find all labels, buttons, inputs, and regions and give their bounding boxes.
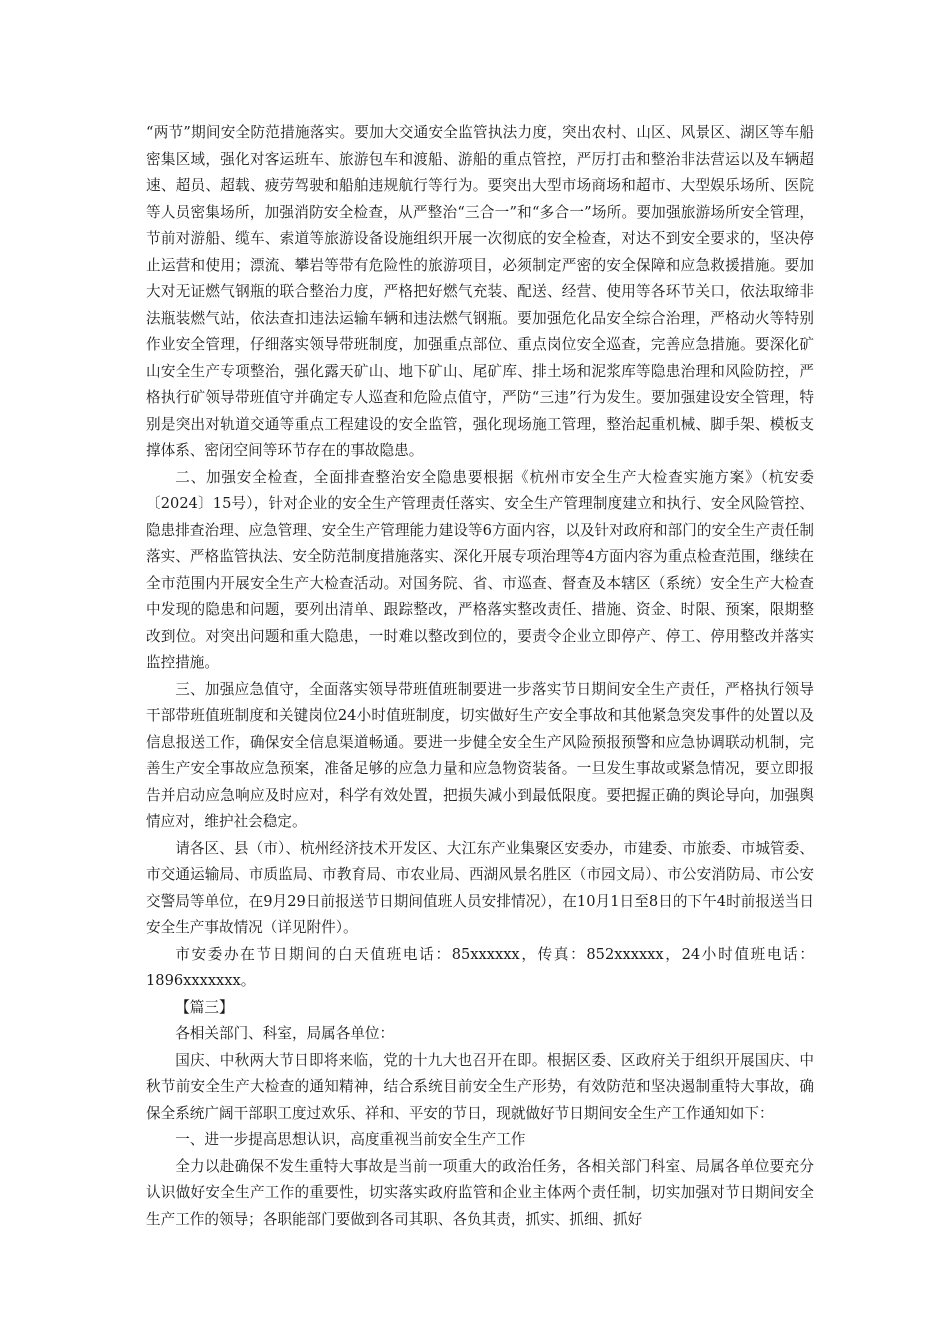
paragraph-reporting-units: 请各区、县（市）、杭州经济技术开发区、大江东产业集聚区安委办，市建委、市旅委、市城管委、市交通运输局、市质监局、市教育局、市农业局、西湖风景名胜区（市园文局）、市公安消防局、市公安交警局等单位，在9月29日前报送节日期间值班人员安排情况），在10月1日至8日的下午4时前报送当日安全生产事故情况（详见附件）。 xyxy=(146,839,814,936)
paragraph-duty-phone: 市安委办在节日期间的白天值班电话：85xxxxxx，传真：852xxxxxx，24小时值班电话：1896xxxxxxx。 xyxy=(146,945,814,989)
paragraph-safety-measures: “两节”期间安全防范措施落实。要加大交通安全监管执法力度，突出农村、山区、风景区、湖区等车船密集区域，强化对客运班车、旅游包车和渡船、游船的重点管控，严厉打击和整治非法营运以及车辆超速、超员、超载、疲劳驾驶和船舶违规航行等行为。要突出大型市场商场和超市、大型娱乐场所、医院等人员密集场所，加强消防安全检查，从严整治“三合一”和“多合一”场所。要加强旅游场所安全管理，节前对游船、缆车、索道等旅游设备设施组织开展一次彻底的安全检查，对达不到安全要求的，坚决停止运营和使用；漂流、攀岩等带有危险性的旅游项目，必须制定严密的安全保障和应急救援措施。要加大对无证燃气钢瓶的联合整治力度，严格把好燃气充装、配送、经营、使用等各环节关口，依法取缔非法瓶装燃气站，依法查扣违法运输车辆和违法燃气钢瓶。要加强危化品安全综合治理，严格动火等特别作业安全管理，仔细落实领导带班制度，加强重点部位、重点岗位安全巡查，完善应急措施。要深化矿山安全生产专项整治，强化露天矿山、地下矿山、尾矿库、排土场和泥浆库等隐患治理和风险防控，严格执行矿领导带班值守并确定专人巡查和危险点值守，严防“三违”行为发生。要加强建设安全管理，特别是突出对轨道交通等重点工程建设的安全监管，强化现场施工管理，整治起重机械、脚手架、模板支撑体系、密闭空间等环节存在的事故隐患。 xyxy=(146,124,814,459)
heading-section-one: 一、进一步提高思想认识，高度重视当前安全生产工作 xyxy=(175,1131,526,1148)
paragraph-section-two-inspection: 二、加强安全检查，全面排查整治安全隐患要根据《杭州市安全生产大检查实施方案》（杭安委〔2024〕15号），针对企业的安全生产管理责任落实、安全生产管理制度建立和执行、安全风险管控、隐患排查治理、应急管理、安全生产管理能力建设等6方面内容，以及针对政府和部门的安全生产责任制落实、严格监管执法、安全防范制度措施落实、深化开展专项治理等4方面内容为重点检查范围，继续在全市范围内开展安全生产大检查活动。对国务院、省、市巡查、督查及本辖区（系统）安全生产大检查中发现的隐患和问题，要列出清单、跟踪整改，严格落实整改责任、措施、资金、时限、预案，限期整改到位。对突出问题和重大隐患，一时难以整改到位的，要责令企业立即停产、停工、停用整改并落实监控措施。 xyxy=(146,468,814,671)
paragraph-section-three-duty: 三、加强应急值守，全面落实领导带班值班制要进一步落实节日期间安全生产责任，严格执行领导干部带班值班制度和关键岗位24小时值班制度，切实做好生产安全事故和其他紧急突发事件的处置以及信息报送工作，确保安全信息渠道畅通。要进一步健全安全生产风险预报预警和应急协调联动机制，完善生产安全事故应急预案，准备足够的应急力量和应急物资装备。一旦发生事故或紧急情况，要立即报告并启动应急响应及时应对，科学有效处置，把损失减小到最低限度。要把握正确的舆论导向，加强舆情应对，维护社会稳定。 xyxy=(146,680,814,830)
document-page xyxy=(146,120,814,1233)
salutation: 各相关部门、科室，局属各单位： xyxy=(175,1025,395,1042)
paragraph-introduction: 国庆、中秋两大节日即将来临，党的十九大也召开在即。根据区委、区政府关于组织开展国庆、中秋节前安全生产大检查的通知精神，结合系统目前安全生产形势，有效防范和坚决遏制重特大事故，确保全系统广阔干部职工度过欢乐、祥和、平安的节日，现就做好节日期间安全生产工作通知如下： xyxy=(146,1051,814,1122)
paragraph-section-one-body: 全力以赴确保不发生重特大事故是当前一项重大的政治任务，各相关部门科室、局属各单位要充分认识做好安全生产工作的重要性，切实落实政府监管和企业主体两个责任制，切实加强对节日期间安全生产工作的领导；各职能部门要做到各司其职、各负其责，抓实、抓细、抓好 xyxy=(146,1157,814,1228)
section-heading-part-three: 【篇三】 xyxy=(175,998,234,1016)
